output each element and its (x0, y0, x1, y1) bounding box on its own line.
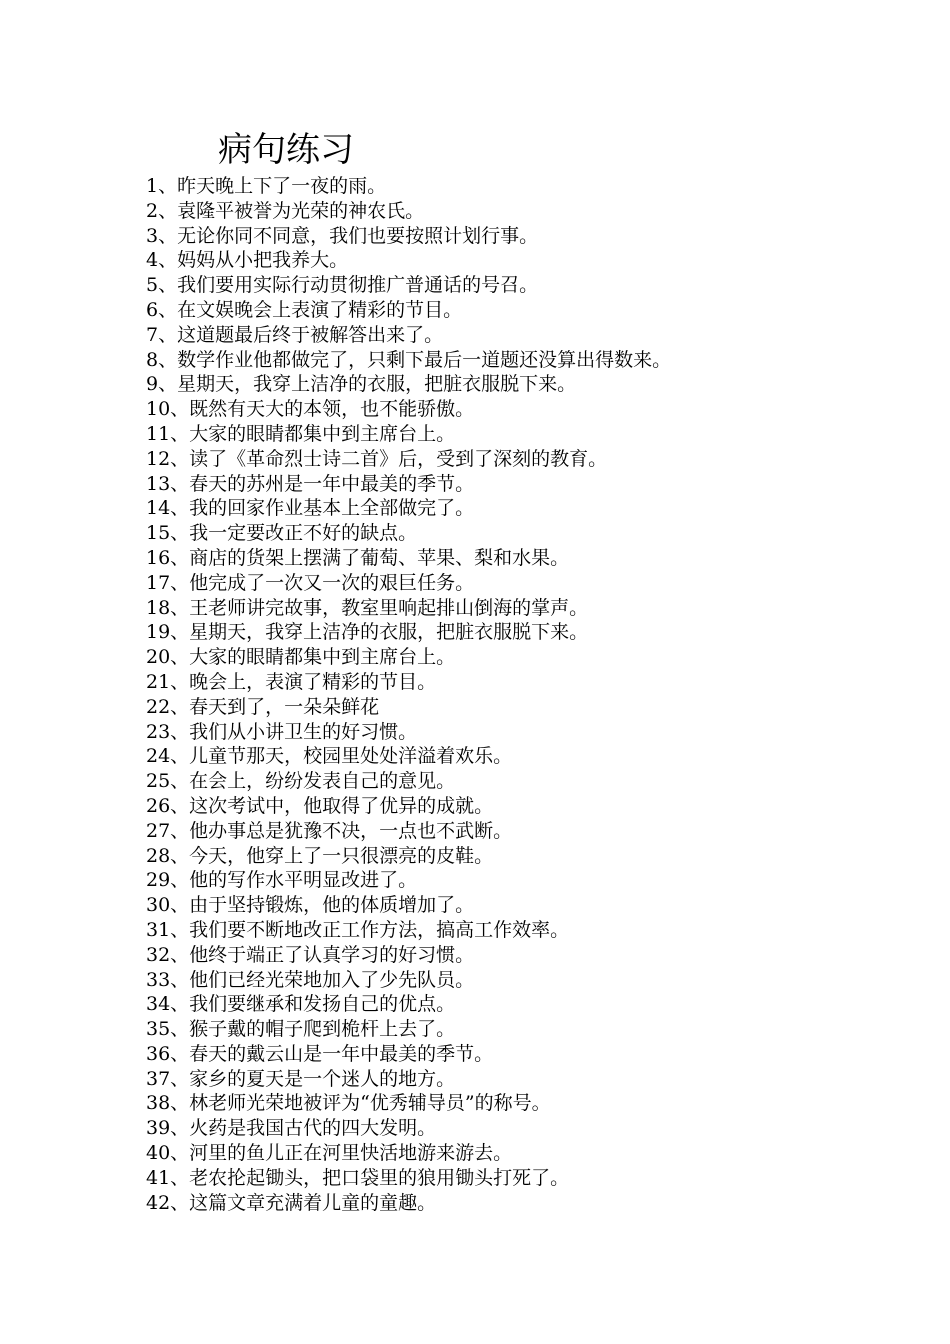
list-item: 23、我们从小讲卫生的好习惯。 (146, 720, 418, 743)
list-item: 34、我们要继承和发扬自己的优点。 (146, 993, 456, 1016)
list-item: 13、春天的苏州是一年中最美的季节。 (146, 472, 475, 495)
list-item: 42、这篇文章充满着儿童的童趣。 (146, 1191, 437, 1214)
list-item: 7、这道题最后终于被解答出来了。 (146, 323, 444, 346)
list-item: 38、林老师光荣地被评为“优秀辅导员”的称号。 (146, 1092, 551, 1115)
list-item: 35、猴子戴的帽子爬到桅杆上去了。 (146, 1018, 456, 1041)
list-item: 6、在文娱晚会上表演了精彩的节目。 (146, 298, 463, 321)
list-item: 25、在会上，纷纷发表自己的意见。 (146, 770, 456, 793)
list-item: 17、他完成了一次又一次的艰巨任务。 (146, 571, 475, 594)
list-item: 4、妈妈从小把我养大。 (146, 249, 349, 272)
page-title: 病句练习 (218, 130, 354, 170)
list-item: 16、商店的货架上摆满了葡萄、苹果、梨和水果。 (146, 546, 570, 569)
list-item: 30、由于坚持锻炼，他的体质增加了。 (146, 894, 475, 917)
list-item: 14、我的回家作业基本上全部做完了。 (146, 497, 475, 520)
list-item: 29、他的写作水平明显改进了。 (146, 869, 418, 892)
list-item: 33、他们已经光荣地加入了少先队员。 (146, 968, 475, 991)
list-item: 32、他终于端正了认真学习的好习惯。 (146, 943, 475, 966)
list-item: 20、大家的眼睛都集中到主席台上。 (146, 646, 456, 669)
list-item: 28、今天，他穿上了一只很漂亮的皮鞋。 (146, 844, 494, 867)
list-item: 11、大家的眼睛都集中到主席台上。 (146, 422, 456, 445)
list-item: 31、我们要不断地改正工作方法，搞高工作效率。 (146, 918, 570, 941)
sentence-list (146, 174, 671, 1215)
list-item: 18、王老师讲完故事，教室里响起排山倒海的掌声。 (146, 596, 589, 619)
list-item: 36、春天的戴云山是一年中最美的季节。 (146, 1042, 494, 1065)
list-item: 21、晚会上，表演了精彩的节目。 (146, 670, 437, 693)
list-item: 19、星期天，我穿上洁净的衣服，把脏衣服脱下来。 (146, 621, 589, 644)
list-item: 2、袁隆平被誉为光荣的神农氏。 (146, 199, 425, 222)
list-item: 39、火药是我国古代的四大发明。 (146, 1117, 437, 1140)
list-item: 10、既然有天大的本领，也不能骄傲。 (146, 398, 475, 421)
list-item: 12、读了《革命烈士诗二首》后，受到了深刻的教育。 (146, 447, 608, 470)
list-item: 40、河里的鱼儿正在河里快活地游来游去。 (146, 1142, 513, 1165)
list-item: 9、星期天，我穿上洁净的衣服，把脏衣服脱下来。 (146, 373, 577, 396)
list-item: 41、老农抡起锄头，把口袋里的狼用锄头打死了。 (146, 1166, 570, 1189)
list-item: 8、数学作业他都做完了，只剩下最后一道题还没算出得数来。 (146, 348, 672, 371)
list-item: 24、儿童节那天，校园里处处洋溢着欢乐。 (146, 745, 513, 768)
list-item: 37、家乡的夏天是一个迷人的地方。 (146, 1067, 456, 1090)
list-item: 1、昨天晚上下了一夜的雨。 (146, 175, 387, 197)
list-item: 27、他办事总是犹豫不决，一点也不武断。 (146, 819, 513, 842)
list-item: 5、我们要用实际行动贯彻推广普通话的号召。 (146, 274, 539, 297)
list-item: 3、无论你同不同意，我们也要按照计划行事。 (146, 224, 539, 247)
list-item: 26、这次考试中，他取得了优异的成就。 (146, 794, 494, 817)
list-item: 15、我一定要改正不好的缺点。 (146, 522, 418, 545)
list-item: 22、春天到了，一朵朵鲜花 (146, 695, 380, 718)
